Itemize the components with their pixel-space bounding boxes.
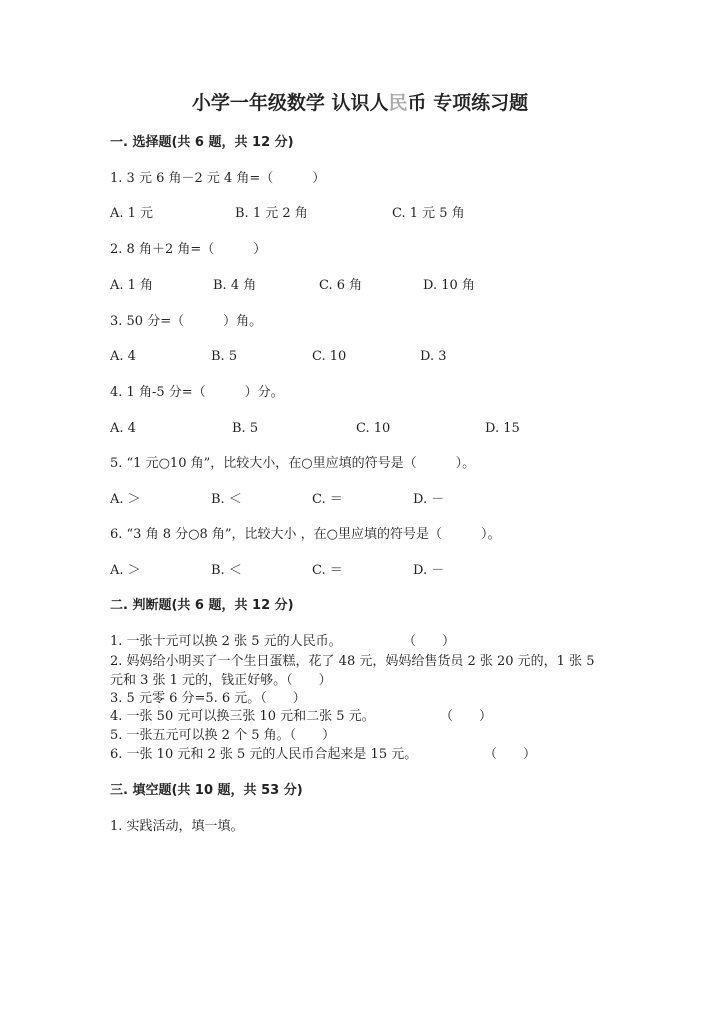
- question-stem: 5. “1 元○10 角”，比较大小，在○里应填的符号是（ ）。: [110, 456, 476, 471]
- title-text: 小学一年级数学 认识人: [191, 92, 389, 114]
- option-d: D. －: [413, 492, 445, 507]
- option-c: C. 1 元 5 角: [392, 206, 465, 221]
- question-stem: 6. “3 角 8 分○8 角”，比较大小 ，在○里应填的符号是（ ）。: [110, 527, 501, 542]
- option-a: A. 4: [110, 421, 136, 436]
- option-a: A. ＞: [110, 492, 141, 507]
- judgement-item-5: 5. 一张五元可以换 2 个 5 角。（ ）: [110, 728, 336, 743]
- question-stem: 1. 3 元 6 角－2 元 4 角=（ ）: [110, 171, 326, 186]
- section-heading-fill-blank: 三. 填空题(共 10 题，共 53 分): [110, 783, 303, 798]
- judgement-item-2: 2. 妈妈给小明买了一个生日蛋糕，花了 48 元，妈妈给售货员 2 张 20 元的，1 张 5 元和 3 张 1 元的，钱正好够。（ ）: [110, 654, 595, 688]
- option-b: B. 5: [211, 349, 238, 364]
- option-c: C. 6 角: [319, 278, 363, 293]
- title-text: 币 专项练习题: [407, 92, 529, 114]
- judgement-item-6: 6. 一张 10 元和 2 张 5 元的人民币合起来是 15 元。: [110, 747, 418, 762]
- option-d: D. 3: [420, 349, 447, 364]
- answer-paren: （ ）: [403, 634, 456, 649]
- answer-paren: （ ）: [484, 747, 537, 762]
- fill-question-1: 1. 实践活动，填一填。: [110, 819, 244, 834]
- option-a: A. 4: [110, 349, 136, 364]
- option-b: B. ＜: [211, 492, 242, 507]
- title-text-faded: 民: [388, 92, 408, 114]
- option-c: C. ＝: [312, 492, 343, 507]
- option-a: A. 1 角: [110, 278, 154, 293]
- option-b: B. 4 角: [213, 278, 257, 293]
- option-c: C. 10: [356, 421, 391, 436]
- judgement-item-1: 1. 一张十元可以换 2 张 5 元的人民币。: [110, 634, 342, 649]
- answer-paren: （ ）: [440, 709, 493, 724]
- option-a: A. 1 元: [110, 206, 154, 221]
- question-stem: 3. 50 分=（ ）角。: [110, 314, 263, 329]
- question-stem: 2. 8 角＋2 角=（ ）: [110, 242, 267, 257]
- option-b: B. ＜: [211, 563, 242, 578]
- option-c: C. 10: [312, 349, 347, 364]
- option-d: D. －: [413, 563, 445, 578]
- judgement-item-4: 4. 一张 50 元可以换三张 10 元和二张 5 元。: [110, 709, 375, 724]
- section-heading-choice: 一. 选择题(共 6 题，共 12 分): [110, 135, 294, 150]
- option-d: D. 15: [485, 421, 520, 436]
- section-heading-judgement: 二. 判断题(共 6 题，共 12 分): [110, 598, 294, 613]
- question-stem: 4. 1 角-5 分=（ ）分。: [110, 385, 284, 400]
- option-d: D. 10 角: [423, 278, 475, 293]
- option-a: A. ＞: [110, 563, 141, 578]
- option-b: B. 1 元 2 角: [235, 206, 308, 221]
- page-title: [0, 91, 720, 115]
- option-c: C. ＝: [312, 563, 343, 578]
- judgement-item-3: 3. 5 元零 6 分=5. 6 元。（ ）: [110, 691, 306, 706]
- option-b: B. 5: [232, 421, 259, 436]
